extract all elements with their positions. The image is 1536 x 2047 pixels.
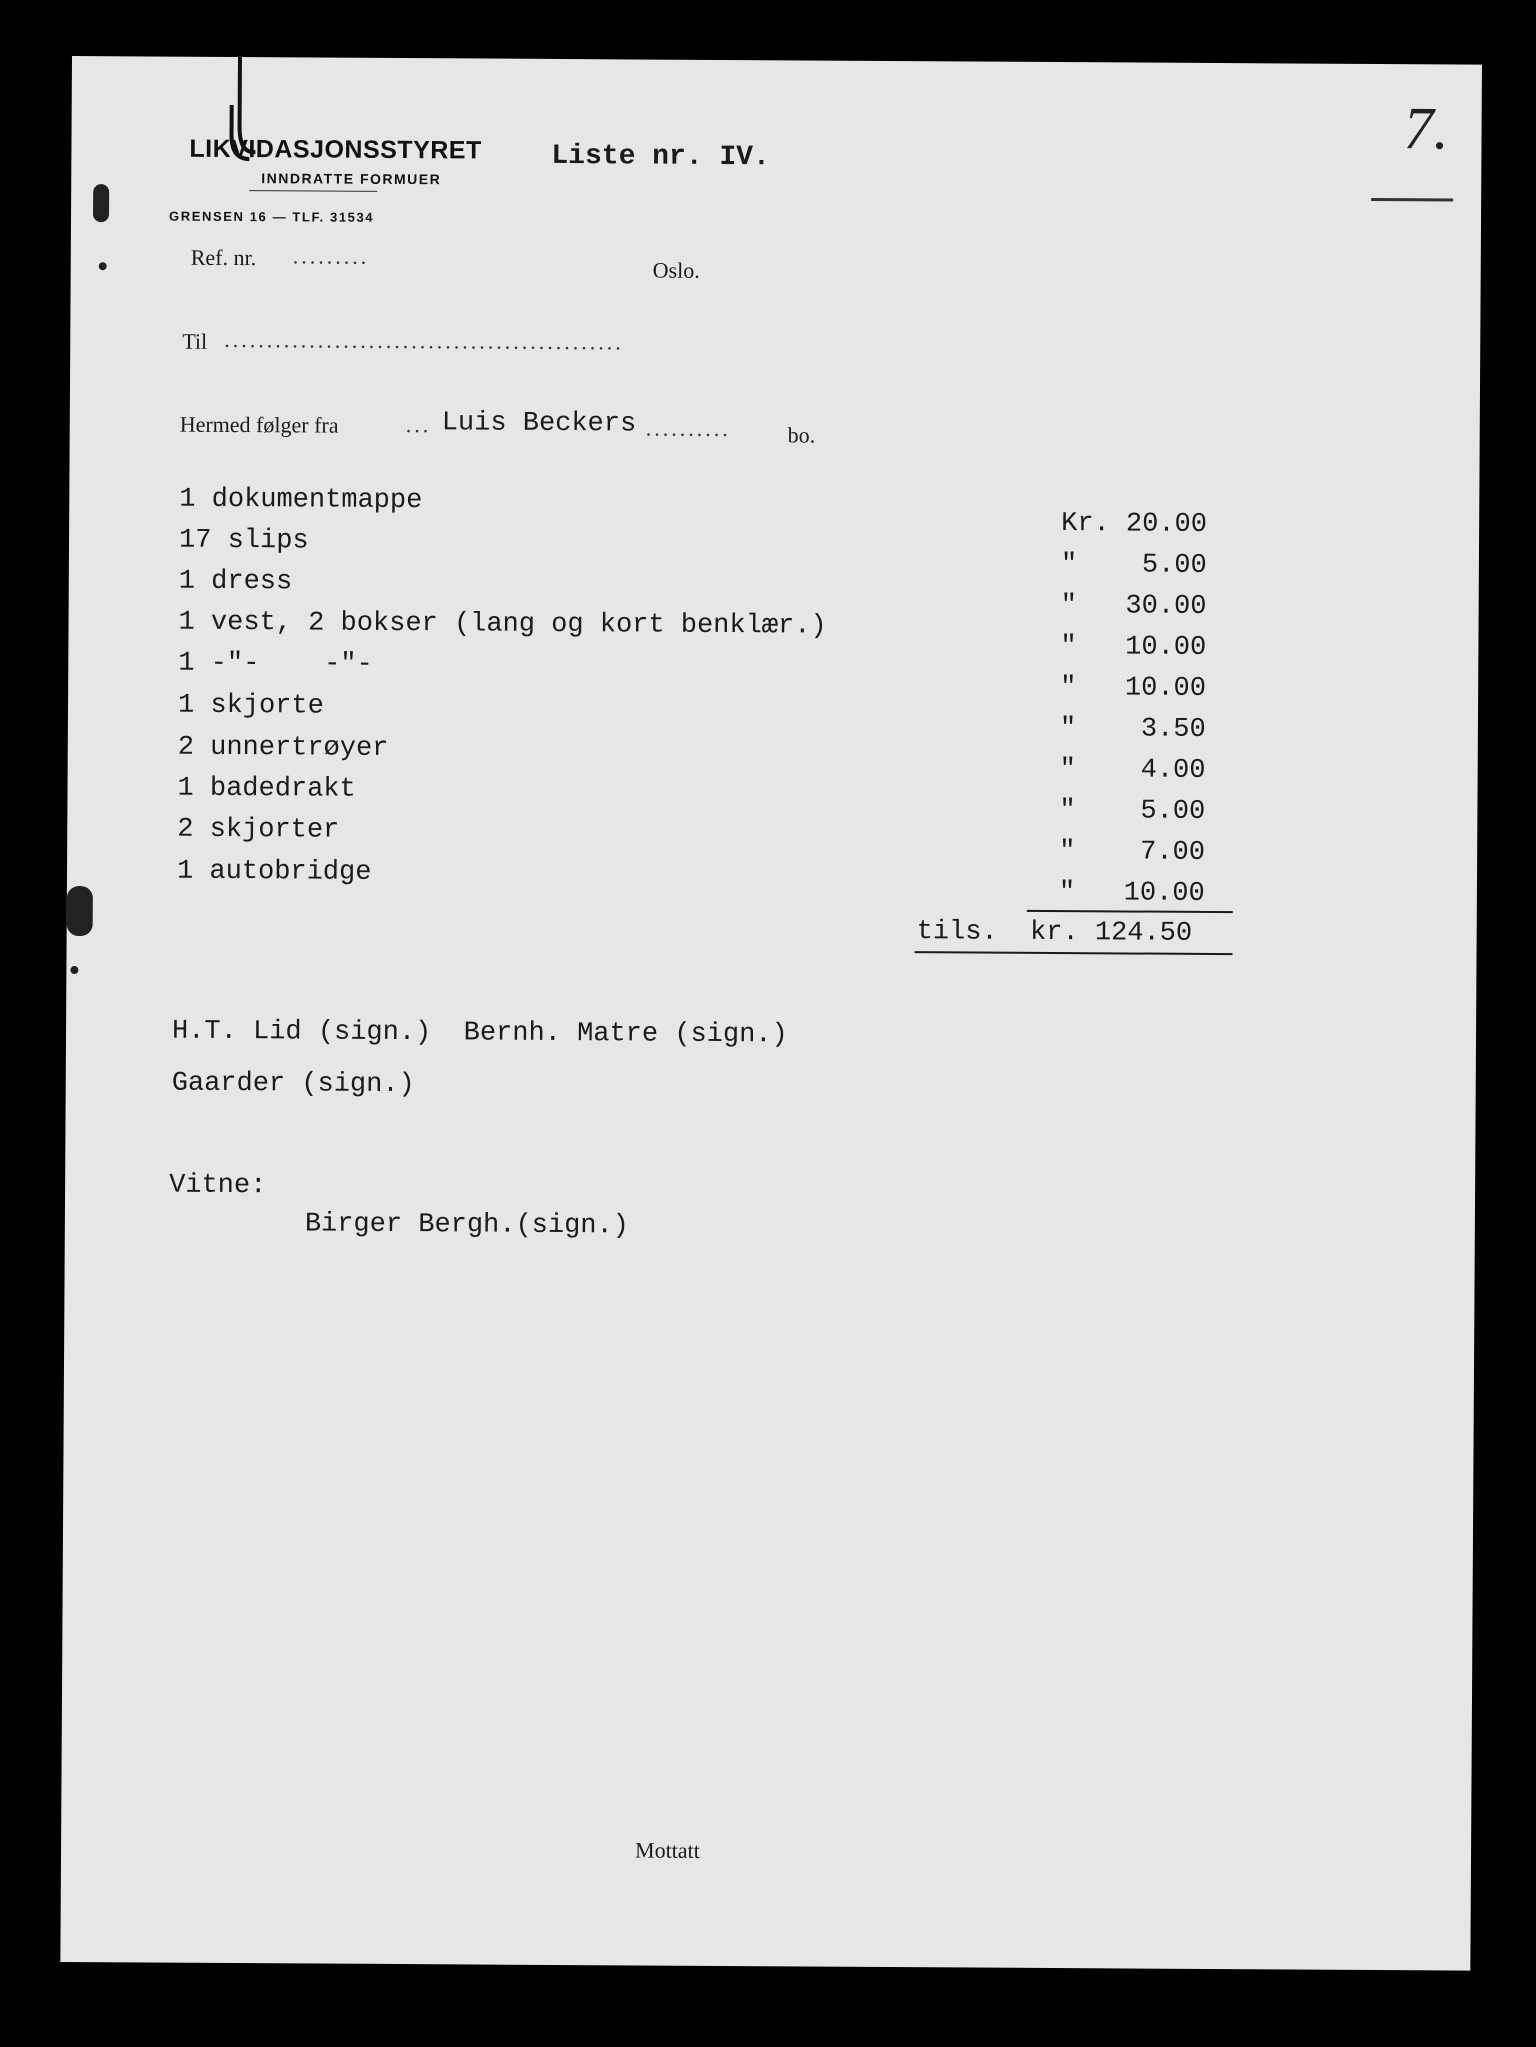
ref-dots: ......... xyxy=(292,243,370,269)
item-desc: 1 skjorte xyxy=(177,690,324,722)
letterhead-title: LIKVIDASJONSSTYRET xyxy=(189,134,482,165)
ink-mark xyxy=(93,184,109,222)
item-amount: " 10.00 xyxy=(1058,878,1205,909)
city: Oslo. xyxy=(652,257,700,283)
item-desc: 1 dokumentmappe xyxy=(179,484,423,517)
page-number: 7. xyxy=(1403,95,1449,162)
signature-line-1: H.T. Lid (sign.) Bernh. Matre (sign.) xyxy=(171,1016,788,1051)
item-desc: 1 vest, 2 bokser (lang og kort benklær.) xyxy=(178,607,827,642)
total-line: tils. kr. 124.50 xyxy=(916,917,1193,949)
item-desc: 1 autobridge xyxy=(176,856,372,888)
witness-name: Birger Bergh.(sign.) xyxy=(304,1209,630,1242)
item-amount: " 10.00 xyxy=(1060,673,1207,704)
received-label: Mottatt xyxy=(634,1837,700,1863)
letterhead-address: GRENSEN 16 — TLF. 31534 xyxy=(168,208,375,225)
item-amount: Kr. 20.00 xyxy=(1061,509,1208,540)
item-desc: 2 unnertrøyer xyxy=(177,732,389,764)
item-desc: 1 badedrakt xyxy=(177,773,356,805)
to-label: Til xyxy=(182,328,208,354)
subtotal-rule xyxy=(1027,910,1233,913)
item-amount: " 4.00 xyxy=(1059,755,1206,786)
ink-mark xyxy=(99,262,107,270)
signature-line-2: Gaarder (sign.) xyxy=(171,1068,415,1101)
witness-label: Vitne: xyxy=(169,1170,267,1202)
ink-mark xyxy=(67,886,93,936)
herewith-prefix: Hermed følger fra xyxy=(179,411,339,438)
letterhead-logo-mark xyxy=(221,57,262,167)
page-number-underline xyxy=(1371,198,1453,202)
herewith-lead-dots: ... xyxy=(405,412,432,438)
letterhead-rule xyxy=(249,190,377,192)
item-desc: 17 slips xyxy=(178,525,309,557)
item-amount: " 3.50 xyxy=(1059,714,1206,745)
item-amount: " 5.00 xyxy=(1060,550,1207,581)
item-desc: 2 skjorter xyxy=(177,814,340,846)
item-amount: " 10.00 xyxy=(1060,632,1207,663)
herewith-suffix: bo. xyxy=(787,422,816,448)
ref-label: Ref. nr. xyxy=(190,244,257,271)
item-desc: 1 dress xyxy=(178,566,293,598)
item-amount: " 30.00 xyxy=(1060,591,1207,622)
total-rule xyxy=(915,951,1233,955)
item-amount: " 7.00 xyxy=(1059,837,1206,868)
herewith-name: Luis Beckers xyxy=(441,408,637,440)
ink-mark xyxy=(70,966,78,974)
to-dots: ............................................... xyxy=(224,326,624,355)
list-heading: Liste nr. IV. xyxy=(551,140,770,174)
item-desc: 1 -"- -"- xyxy=(178,648,373,680)
herewith-trail-dots: .......... xyxy=(645,415,731,442)
item-amount: " 5.00 xyxy=(1059,796,1206,827)
letterhead-subtitle: INNDRATTE FORMUER xyxy=(261,170,442,188)
document-page xyxy=(60,56,1482,1971)
